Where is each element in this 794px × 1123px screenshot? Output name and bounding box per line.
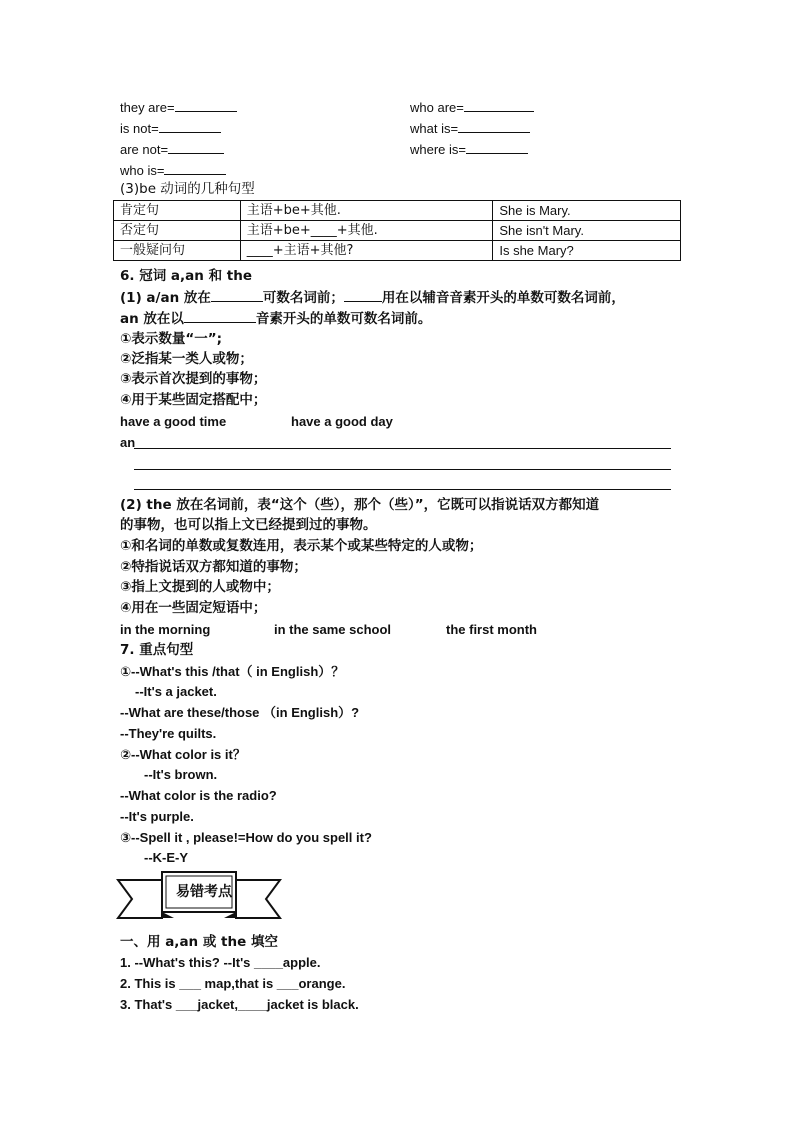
- contraction-where-is: where is=: [410, 140, 528, 159]
- table-cell: She isn't Mary.: [493, 221, 681, 241]
- table-cell: 主语+be+其他.: [240, 201, 493, 221]
- contraction-they-are: they are=: [120, 98, 237, 117]
- pattern-line: ③--Spell it , please!=How do you spell it?: [120, 830, 372, 845]
- table-cell: Is she Mary?: [493, 241, 681, 261]
- pattern-line: --K-E-Y: [144, 850, 189, 865]
- contraction-are-not: are not=: [120, 140, 224, 159]
- the-phrase-2: in the same school: [274, 622, 392, 637]
- the-phrase-1: in the morning: [120, 622, 211, 637]
- contraction-who-is: who is=: [120, 161, 226, 180]
- a-phrase-1: have a good time: [120, 414, 227, 429]
- pattern-line: --What color is the radio?: [120, 788, 277, 803]
- the-intro-2: 的事物，也可以指上文已经提到过的事物。: [120, 517, 377, 533]
- pattern-line: --It's a jacket.: [135, 684, 217, 699]
- section3-title: (3)be 动词的几种句型: [120, 181, 255, 197]
- a-use-3: ③表示首次提到的事物；: [120, 371, 267, 387]
- table-cell: ____+主语+其他?: [240, 241, 493, 261]
- patterns-title: 7. 重点句型: [120, 642, 194, 658]
- a-use-1: ①表示数量“一”;: [120, 331, 223, 347]
- the-use-2: ②特指说话双方都知道的事物；: [120, 559, 307, 575]
- the-use-1: ①和名词的单数或复数连用，表示某个或某些特定的人或物；: [120, 538, 483, 554]
- exercise-item: 1. --What's this? --It's ____apple.: [120, 955, 321, 970]
- table-cell: She is Mary.: [493, 201, 681, 221]
- exercise-title: 一、用 a,an 或 the 填空: [120, 934, 278, 950]
- table-row: [114, 201, 681, 221]
- pattern-line: ①--What's this /that（ in English）？: [120, 664, 345, 679]
- an-label: an: [120, 435, 136, 450]
- a-use-4: ④用于某些固定搭配中；: [120, 392, 267, 408]
- contraction-who-are: who are=: [410, 98, 534, 117]
- table-cell: 否定句: [114, 221, 241, 241]
- the-intro-1: (2) the 放在名词前，表“这个（些），那个（些）”，它既可以指说话双方都知道: [120, 497, 600, 513]
- table-row: [114, 241, 681, 261]
- answer-line: [134, 489, 671, 490]
- the-use-4: ④用在一些固定短语中；: [120, 600, 267, 616]
- pattern-line: --It's purple.: [120, 809, 194, 824]
- pattern-line: --They're quilts.: [120, 726, 217, 741]
- banner-title: 易错考点: [176, 884, 232, 900]
- answer-line: [134, 469, 671, 470]
- the-use-3: ③指上文提到的人或物中；: [120, 579, 280, 595]
- pattern-line: --What are these/those （in English）?: [120, 705, 360, 720]
- a-use-2: ②泛指某一类人或物；: [120, 351, 253, 367]
- articles-line-1: (1) a/an 放在 可数名词前； 用在以辅音音素开头的单数可数名词前，: [120, 290, 625, 306]
- table-cell: 主语+be+____+其他.: [240, 221, 493, 241]
- the-phrase-3: the first month: [446, 622, 537, 637]
- contraction-is-not: is not=: [120, 119, 221, 138]
- be-sentence-table: [113, 200, 681, 261]
- pattern-line: ②--What color is it？: [120, 747, 246, 762]
- table-cell: 肯定句: [114, 201, 241, 221]
- exercise-item: 3. That's ___jacket,____jacket is black.: [120, 997, 359, 1012]
- articles-line-2: an 放在以 音素开头的单数可数名词前。: [120, 311, 432, 327]
- contraction-what-is: what is=: [410, 119, 530, 138]
- table-row: [114, 221, 681, 241]
- exercise-item: 2. This is ___ map,that is ___orange.: [120, 976, 346, 991]
- table-cell: 一般疑问句: [114, 241, 241, 261]
- a-phrase-2: have a good day: [291, 414, 393, 429]
- articles-title: 6. 冠词 a,an 和 the: [120, 268, 253, 284]
- pattern-line: --It's brown.: [144, 767, 218, 782]
- answer-line: [134, 448, 671, 449]
